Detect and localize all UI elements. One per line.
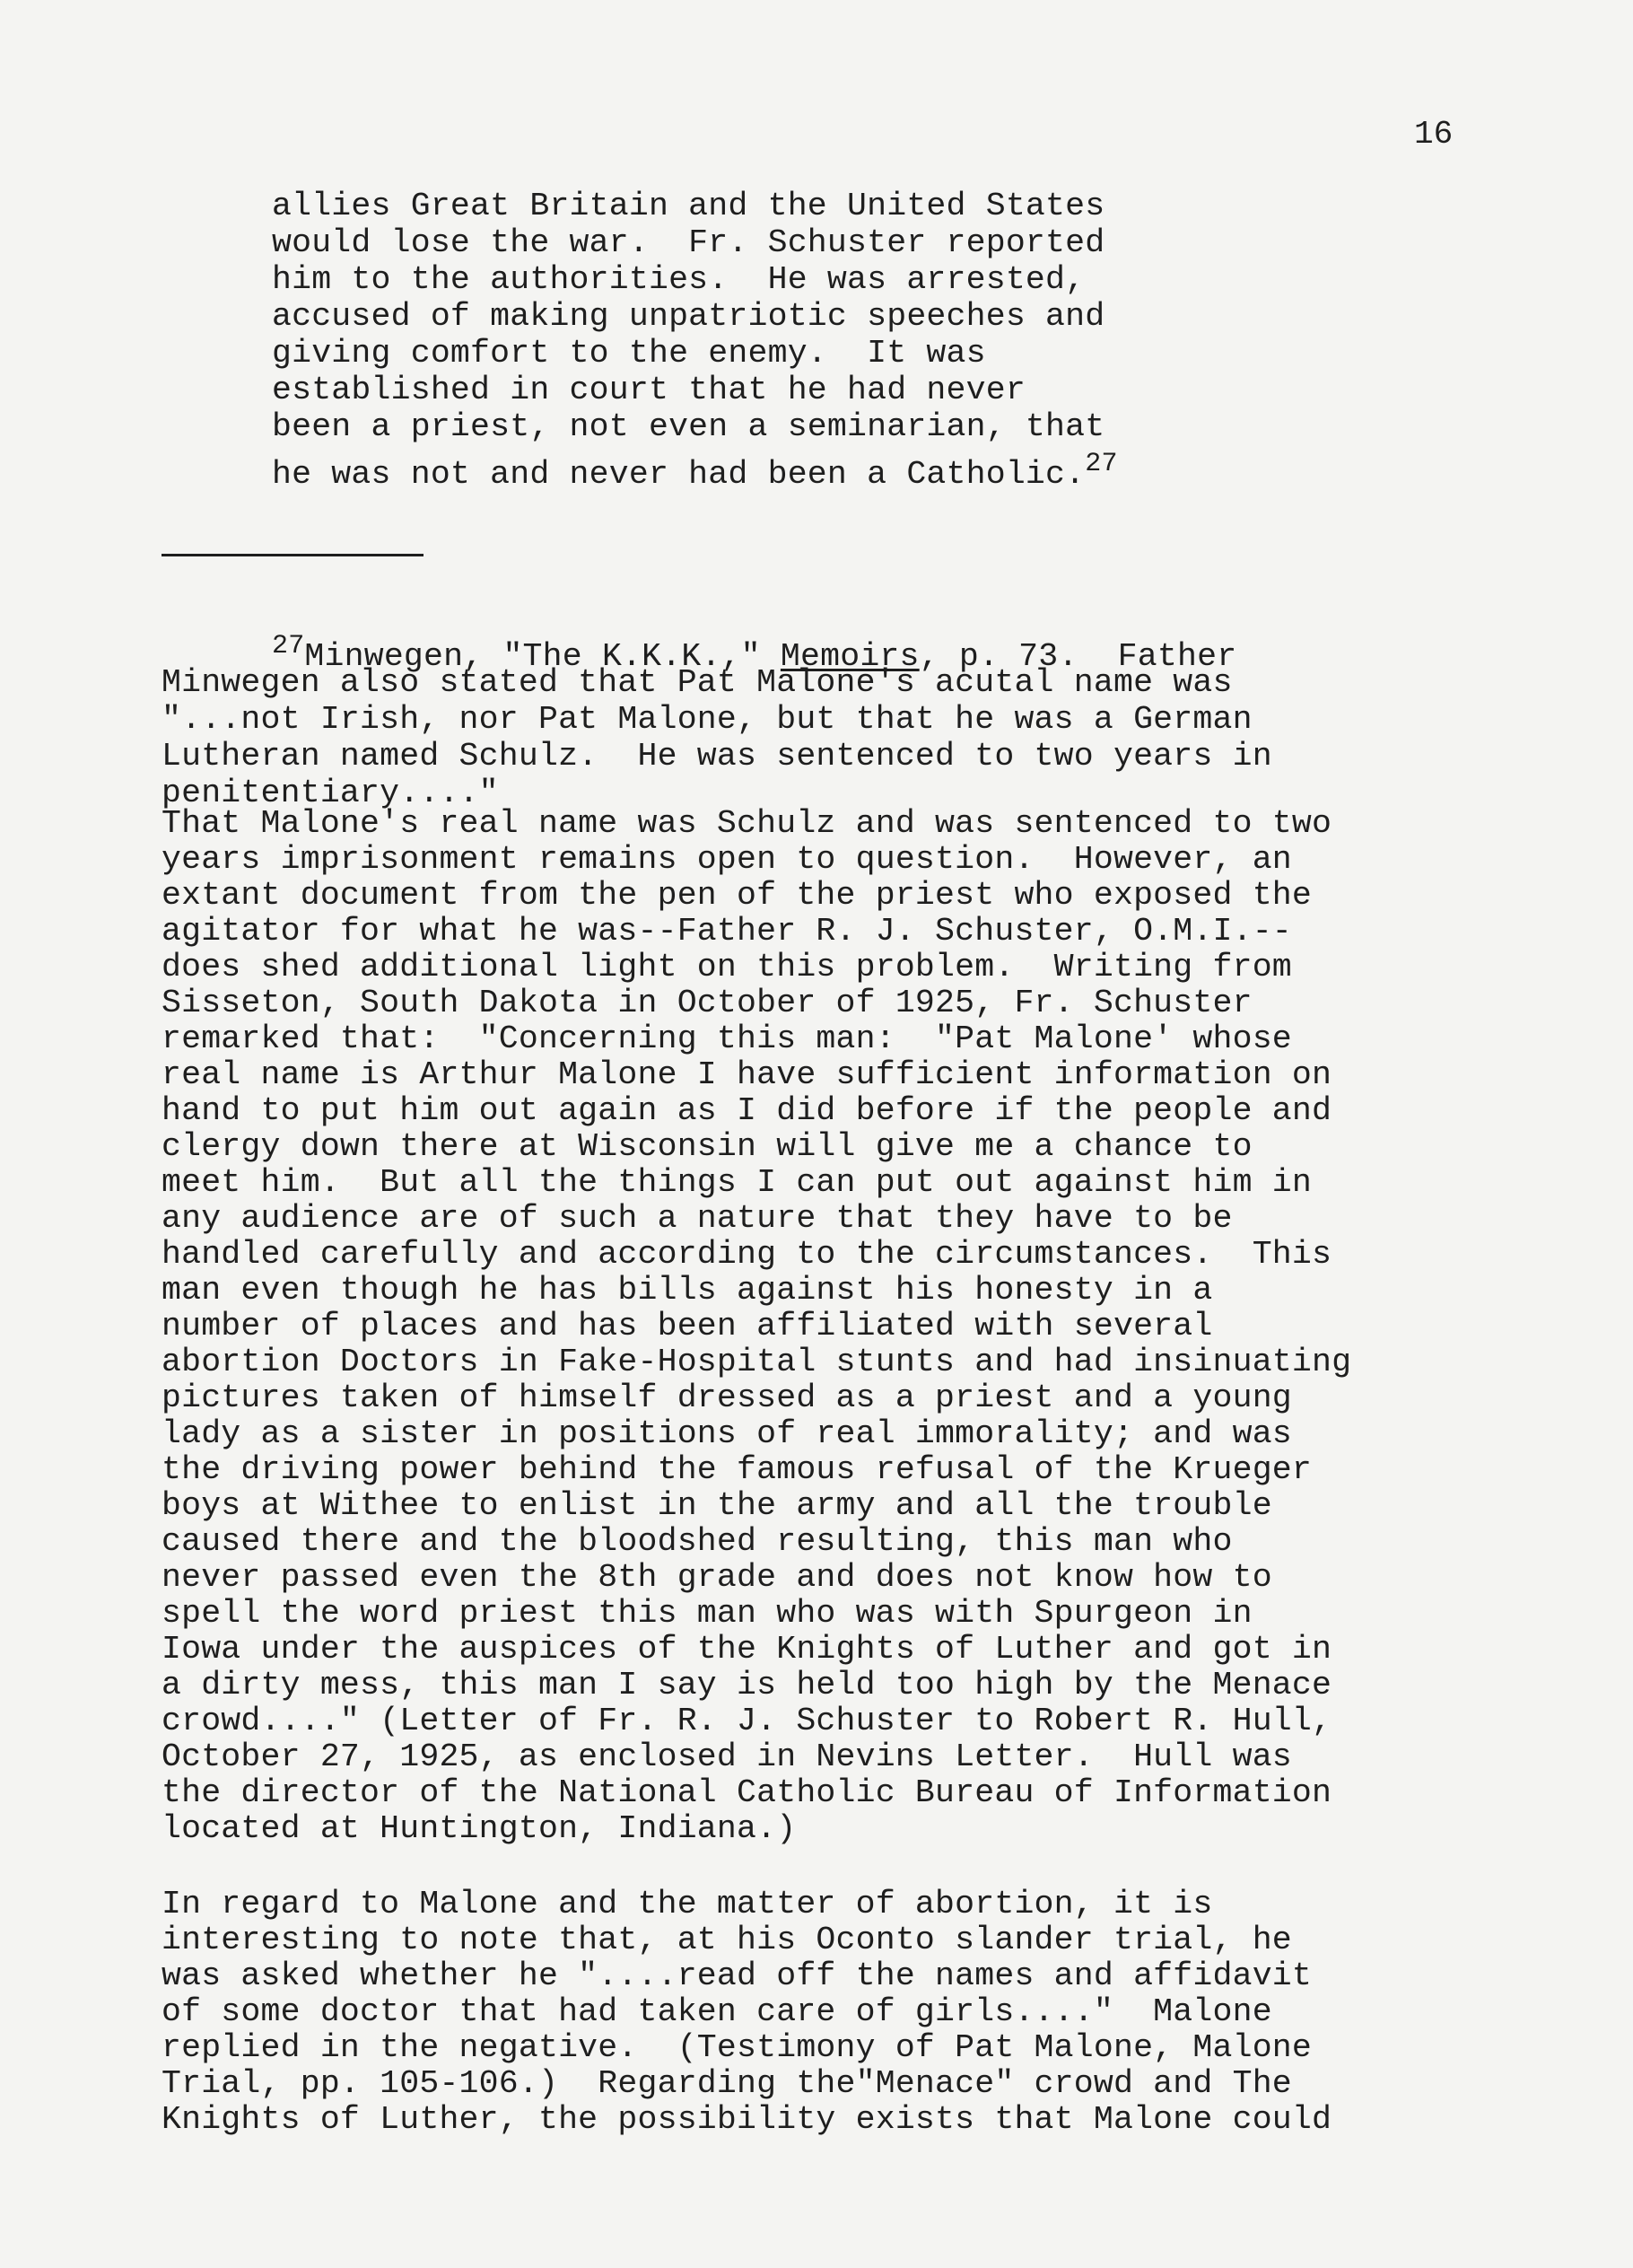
quote-line: would lose the war. Fr. Schuster reported (272, 224, 1105, 261)
quote-line: him to the authorities. He was arrested, (272, 261, 1086, 298)
paragraph-line: real name is Arthur Malone I have sufficient information on (162, 1056, 1332, 1093)
paragraph-line: remarked that: "Concerning this man: "Pat Malone' whose (162, 1020, 1292, 1057)
quote-line: allies Great Britain and the United States (272, 188, 1105, 224)
footnote-reference: 27 (1085, 449, 1118, 479)
quote-line: accused of making unpatriotic speeches and (272, 298, 1105, 335)
paragraph-line: In regard to Malone and the matter of abortion, it is (162, 1886, 1213, 1922)
paragraph-line: does shed additional light on this problem. Writing from (162, 949, 1292, 985)
paragraph-line: October 27, 1925, as enclosed in Nevins Letter. Hull was (162, 1738, 1292, 1775)
paragraph-line: pictures taken of himself dressed as a priest and a young (162, 1379, 1292, 1416)
paragraph-line: abortion Doctors in Fake-Hospital stunts and had insinuating (162, 1344, 1352, 1380)
footnote-line: "...not Irish, nor Pat Malone, but that he was a German (162, 701, 1253, 738)
paragraph-line: handled carefully and according to the circumstances. This (162, 1236, 1332, 1273)
footnote-divider (162, 554, 424, 556)
paragraph-line: of some doctor that had taken care of girls...." Malone (162, 1993, 1272, 2030)
paragraph-line: number of places and has been affiliated with several (162, 1308, 1213, 1344)
footnote-lead: Minwegen, "The K.K.K.," (304, 638, 781, 675)
paragraph-line: never passed even the 8th grade and does not know how to (162, 1559, 1272, 1596)
paragraph-line: was asked whether he "....read off the names and affidavit (162, 1957, 1313, 1994)
quote-line: been a priest, not even a seminarian, that (272, 408, 1105, 445)
paragraph-line: interesting to note that, at his Oconto slander trial, he (162, 1922, 1292, 1958)
paragraph-line: clergy down there at Wisconsin will give me a chance to (162, 1128, 1253, 1165)
paragraph-line: extant document from the pen of the priest who exposed the (162, 877, 1313, 914)
paragraph-line: the driving power behind the famous refusal of the Krueger (162, 1451, 1313, 1488)
footnote-title: Memoirs (780, 638, 920, 675)
paragraph-line: crowd...." (Letter of Fr. R. J. Schuster to Robert R. Hull, (162, 1703, 1332, 1739)
paragraph-line: agitator for what he was--Father R. J. Schuster, O.M.I.-- (162, 913, 1292, 950)
paragraph-line: the director of the National Catholic Bureau of Information (162, 1774, 1332, 1811)
footnote-line: Lutheran named Schulz. He was sentenced to two years in (162, 738, 1272, 775)
paragraph-line: replied in the negative. (Testimony of Pat Malone, Malone (162, 2029, 1313, 2066)
paragraph-line: meet him. But all the things I can put out against him in (162, 1164, 1313, 1201)
footnote-line: penitentiary...." (162, 775, 499, 811)
paragraph-line: years imprisonment remains open to question. However, an (162, 841, 1292, 878)
paragraph-line: lady as a sister in positions of real immorality; and was (162, 1415, 1292, 1452)
paragraph-line: man even though he has bills against his honesty in a (162, 1272, 1213, 1309)
quote-line: giving comfort to the enemy. It was (272, 335, 986, 372)
paragraph-line: located at Huntington, Indiana.) (162, 1810, 797, 1847)
footnote-line: Minwegen also stated that Pat Malone's acutal name was (162, 664, 1233, 701)
paragraph-line: Knights of Luther, the possibility exists that Malone could (162, 2101, 1332, 2138)
paragraph-line: any audience are of such a nature that they have to be (162, 1200, 1233, 1237)
paragraph-line: spell the word priest this man who was with Spurgeon in (162, 1595, 1253, 1632)
footnote-rest: , p. 73. Father (919, 638, 1237, 675)
paragraph-line: Iowa under the auspices of the Knights of Luther and got in (162, 1631, 1332, 1668)
quote-line-last (272, 446, 1118, 493)
paragraph-line: Sisseton, South Dakota in October of 1925, Fr. Schuster (162, 985, 1253, 1021)
quote-line: established in court that he had never (272, 372, 1026, 408)
paragraph-line: hand to put him out again as I did before if the people and (162, 1092, 1332, 1129)
paragraph-line: a dirty mess, this man I say is held too high by the Menace (162, 1667, 1332, 1703)
page-number: 16 (1414, 116, 1454, 153)
paragraph-line: That Malone's real name was Schulz and was sentenced to two (162, 805, 1332, 842)
footnote-number: 27 (272, 631, 305, 661)
paragraph-line: Trial, pp. 105-106.) Regarding the"Menace" crowd and The (162, 2065, 1292, 2102)
paragraph-line: caused there and the bloodshed resulting, this man who (162, 1523, 1233, 1560)
quote-line-text: he was not and never had been a Catholic. (272, 456, 1086, 493)
paragraph-line: boys at Withee to enlist in the army and all the trouble (162, 1487, 1272, 1524)
